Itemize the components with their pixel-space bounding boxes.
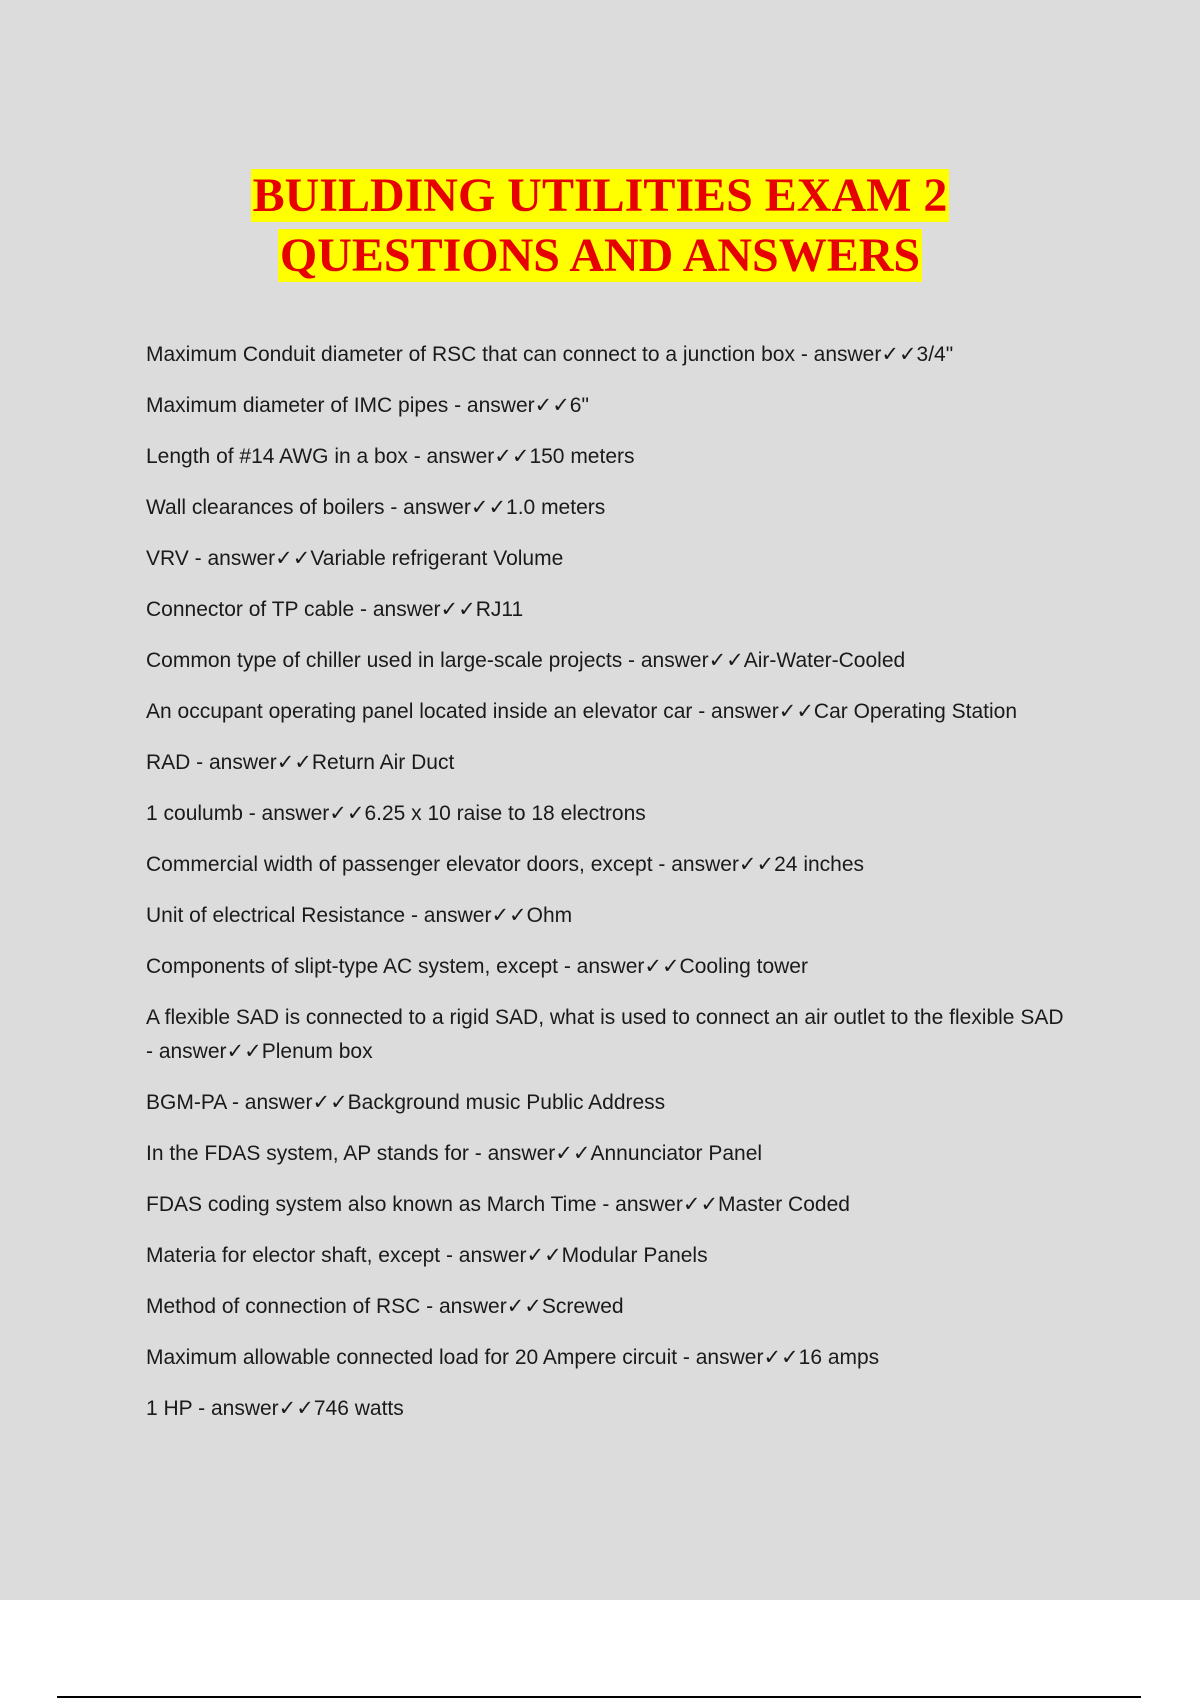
qa-list bbox=[146, 338, 1076, 1443]
title-line-1: BUILDING UTILITIES EXAM 2 bbox=[252, 169, 948, 222]
qa-item: In the FDAS system, AP stands for - answer✓✓Annunciator Panel bbox=[146, 1142, 763, 1165]
qa-item: Maximum diameter of IMC pipes - answer✓✓6" bbox=[146, 394, 589, 417]
qa-item: Maximum Conduit diameter of RSC that can connect to a junction box - answer✓✓3/4" bbox=[146, 343, 954, 366]
footer-divider bbox=[57, 1696, 1141, 1698]
document-title bbox=[0, 166, 1200, 286]
qa-item: Commercial width of passenger elevator doors, except - answer✓✓24 inches bbox=[146, 853, 865, 876]
qa-item: BGM-PA - answer✓✓Background music Public Address bbox=[146, 1091, 666, 1114]
qa-item: Maximum allowable connected load for 20 Ampere circuit - answer✓✓16 amps bbox=[146, 1346, 880, 1369]
qa-item: A flexible SAD is connected to a rigid SAD, what is used to connect an air outlet to the flexible SAD - answer✓✓Plenum box bbox=[146, 1006, 1064, 1063]
title-line-2: QUESTIONS AND ANSWERS bbox=[279, 229, 921, 282]
qa-item: 1 HP - answer✓✓746 watts bbox=[146, 1397, 404, 1420]
qa-item: RAD - answer✓✓Return Air Duct bbox=[146, 751, 455, 774]
qa-item: Length of #14 AWG in a box - answer✓✓150 meters bbox=[146, 445, 635, 468]
qa-item: Common type of chiller used in large-scale projects - answer✓✓Air-Water-Cooled bbox=[146, 649, 906, 672]
qa-item: 1 coulumb - answer✓✓6.25 x 10 raise to 18 electrons bbox=[146, 802, 646, 825]
qa-item: Components of slipt-type AC system, except - answer✓✓Cooling tower bbox=[146, 955, 808, 978]
qa-item: FDAS coding system also known as March Time - answer✓✓Master Coded bbox=[146, 1193, 850, 1216]
qa-item: VRV - answer✓✓Variable refrigerant Volume bbox=[146, 547, 564, 570]
qa-item: Method of connection of RSC - answer✓✓Screwed bbox=[146, 1295, 624, 1318]
qa-item: Materia for elector shaft, except - answer✓✓Modular Panels bbox=[146, 1244, 708, 1267]
qa-item: Unit of electrical Resistance - answer✓✓Ohm bbox=[146, 904, 573, 927]
qa-item: Wall clearances of boilers - answer✓✓1.0 meters bbox=[146, 496, 606, 519]
qa-item: An occupant operating panel located inside an elevator car - answer✓✓Car Operating Station bbox=[146, 700, 1018, 723]
qa-item: Connector of TP cable - answer✓✓RJ11 bbox=[146, 598, 524, 621]
